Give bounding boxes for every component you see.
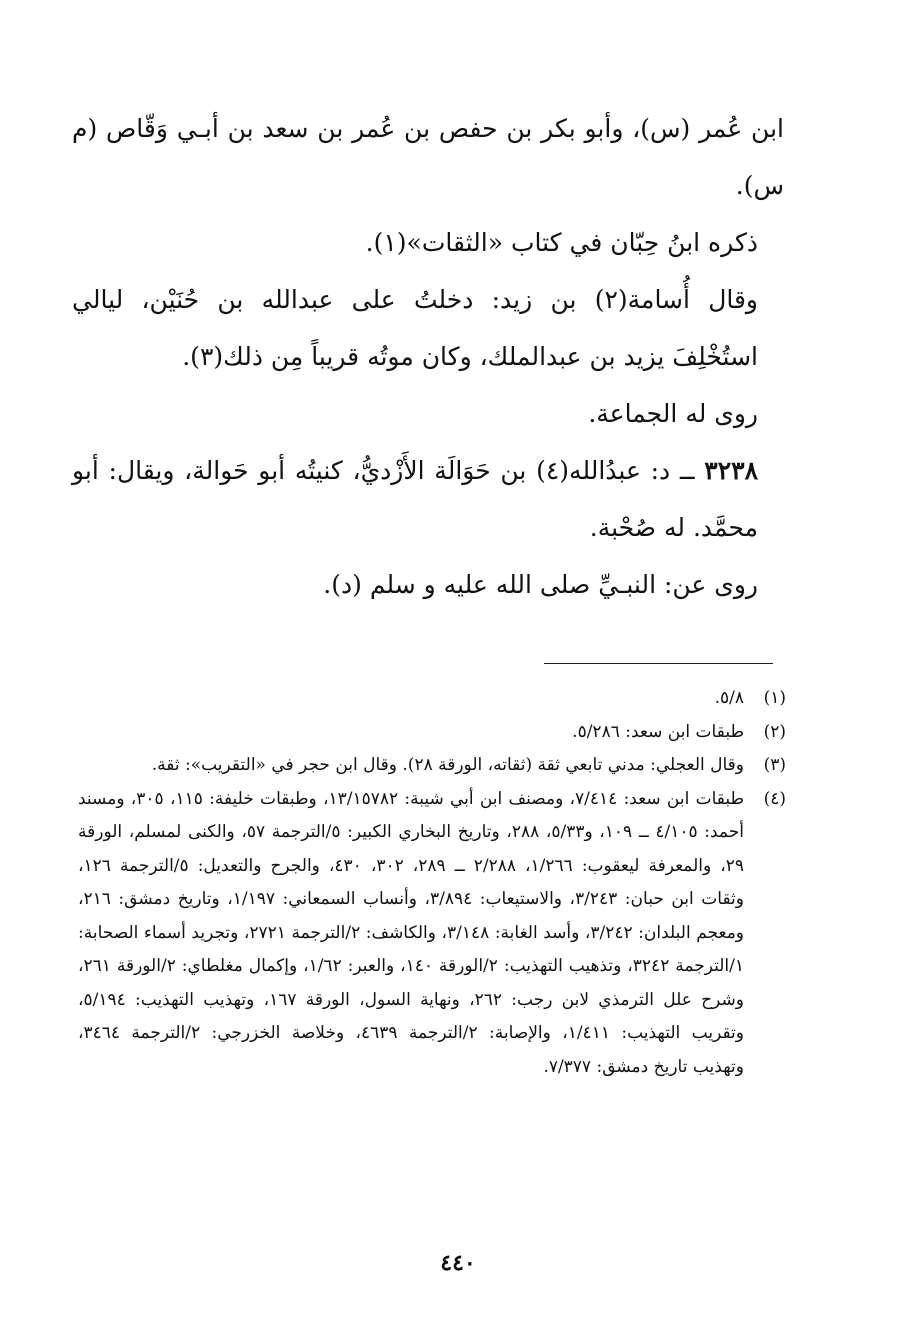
footnote-text: وقال العجلي: مدني تابعي ثقة (ثقاته، الورقة ٢٨). وقال ابن حجر في «التقريب»: ثقة. bbox=[151, 755, 744, 775]
paragraph-narrated-by-group: روى له الجماعة. bbox=[588, 399, 758, 428]
paragraph-narrated-from: روى عن: النبـيِّ صلى الله عليه و سلم (د). bbox=[323, 570, 758, 599]
footnote-item bbox=[78, 783, 786, 1085]
footnote-item bbox=[78, 682, 786, 716]
footnote-number: (٤) bbox=[763, 788, 786, 809]
footnote-text: طبقات ابن سعد: ٧/٤١٤، ومصنف ابن أبي شيبة: ١٣/١٥٧٨٢، وطبقات خليفة: ١١٥، ٣٠٥، ومسند أحمد: ٤/١٠٥ ــ ١٠٩، و٥/٣٣، ٢٨٨، وتاريخ البخاري الكبير: ٥/الترجمة ٥٧، والكنى لمسلم، الورقة ٢٩، والمعرفة ليعقوب: ١/٢٦٦، ٢/٢٨٨ ــ ٢٨٩، ٣٠٢، ٤٣٠، والجرح والتعديل: ٥/الترجمة ١٢٦، وثقات ابن حبان: ٣/٢٤٣، والاستيعاب: ٣/٨٩٤، وأنساب السمعاني: ١/١٩٧، وتاريخ دمشق: ٢١٦، ومعجم البلدان: ٣/٢٤٢، وأسد الغابة: ٣/١٤٨، والكاشف: ٢/الترجمة ٢٧٢١، وتجريد أسماء الصحابة: ١/الترجمة ٣٢٤٢، وتذهيب التهذيب: ٢/الورقة ١٤٠، والعبر: ١/٦٢، وإكمال مغلطاي: ٢/الورقة ٢٦١، وشرح علل الترمذي لابن رجب: ٢٦٢، ونهاية السول، الورقة ١٦٧، وتهذيب التهذيب: ٥/١٩٤، وتقريب التهذيب: ١/٤١١، والإصابة: ٢/الترجمة ٤٦٣٩، وخلاصة الخزرجي: ٢/الترجمة ٣٤٦٤، وتهذيب تاريخ دمشق: ٧/٣٧٧. bbox=[78, 788, 745, 1077]
paragraph-narrators-continued: ابن عُمر (س)، وأبو بكر بن حفص بن عُمر بن سعد بن أبـي وَقّاص (م س). bbox=[72, 114, 784, 200]
footnote-item bbox=[78, 749, 786, 783]
footnote-number: (١) bbox=[763, 688, 786, 708]
footnote-text: ٥/٨. bbox=[714, 688, 744, 708]
footnote-number: (٣) bbox=[763, 755, 786, 775]
footnote-number: (٢) bbox=[763, 721, 786, 742]
page-number: ٤٤٠ bbox=[440, 1250, 476, 1276]
main-text-body bbox=[72, 100, 784, 613]
entry-text: ــ د: عبدُالله(٤) بن حَوَالَة الأَزْديُّ، كنيتُه أبو حَوالة، ويقال: أبو محمَّد. له صُحْبة. bbox=[72, 456, 758, 542]
biography-entry bbox=[72, 442, 784, 556]
footnotes bbox=[78, 682, 786, 1084]
paragraph-ibn-hibban: ذكره ابنُ حِبّان في كتاب «الثقات»(١). bbox=[365, 228, 758, 257]
footnote-item bbox=[78, 716, 786, 750]
entry-number: ٣٢٣٨ bbox=[704, 456, 759, 485]
footnote-text: طبقات ابن سعد: ٥/٢٨٦. bbox=[572, 721, 744, 742]
paragraph-usama-quote: وقال أُسامة(٢) بن زيد: دخلتُ على عبدالله بن حُنَيْن، ليالي استُخْلِفَ يزيد بن عبدالملك، وكان موتُه قريباً مِن ذلك(٣). bbox=[72, 285, 759, 371]
footnote-separator bbox=[544, 663, 773, 664]
